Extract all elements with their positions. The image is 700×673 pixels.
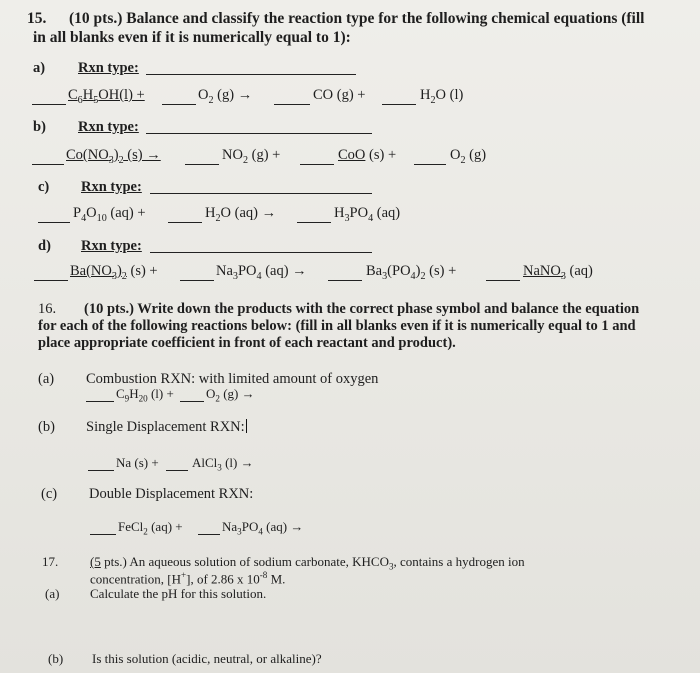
q15-part-c-rxn-type-field[interactable] [150, 193, 372, 194]
q17-line1: (5 pts.) An aqueous solution of sodium carbonate, $KHCO_3$, contains a hydrogen ion [90, 554, 525, 572]
q15-a-coef-1[interactable] [32, 104, 66, 105]
q16-part-a-title: Combustion RXN: with limited amount of oxygen [86, 371, 379, 387]
q16-part-a-letter: (a) [38, 371, 55, 387]
q15-c-term-1: $P_4O_{10}$ (aq) + [73, 205, 146, 224]
q15-b-coef-3[interactable] [300, 164, 334, 165]
q17-number: 17. [42, 554, 59, 569]
q15-a-coef-2[interactable] [162, 104, 196, 105]
q15-a-term-1: $C_6H_5OH(l)$ + [68, 87, 145, 106]
q16-b-term-1: Na (s) + [116, 455, 159, 470]
q15-b-coef-4[interactable] [414, 164, 446, 165]
q16-b-coef-2[interactable] [166, 470, 188, 471]
q17-part-b-letter: (b) [48, 651, 64, 666]
q15-c-coef-1[interactable] [38, 222, 70, 223]
q15-b-term-3: CoO (s) + [338, 147, 397, 163]
q17-part-b-text: Is this solution (acidic, neutral, or alkaline)? [92, 651, 322, 666]
q17-line2: concentration, [H+], of 2.86 x $10^{-8}$ M. [90, 570, 286, 587]
q15-c-coef-2[interactable] [168, 222, 202, 223]
q15-part-b-rxn-type-field[interactable] [146, 133, 372, 134]
q15-b-coef-1[interactable] [32, 164, 64, 165]
q16-c-term-1: FeCl$_2$ (aq) + [118, 519, 183, 537]
q15-part-d-rxn-type-field[interactable] [150, 252, 372, 253]
q15-d-coef-2[interactable] [180, 280, 214, 281]
q15-part-c-letter: c) [38, 179, 50, 195]
q16-header-line2: for each of the following reactions below: (fill in all blanks even if it is numerically equal to 1 and [38, 318, 636, 334]
q15-a-term-4: $H_2O$ (l) [420, 87, 464, 106]
q17-part-a-letter: (a) [45, 586, 60, 601]
q15-c-term-3: $H_3PO_4$ (aq) [334, 205, 401, 224]
q16-c-coef-2[interactable] [198, 534, 220, 535]
q15-a-term-3: CO (g) + [313, 87, 366, 103]
q15-number: 15. [27, 10, 47, 27]
q15-d-term-3: $Ba_3(PO_4)_2$ (s) + [366, 263, 457, 282]
q15-d-term-2: $Na_3PO_4$ (aq) → [216, 263, 307, 282]
q15-header-line1: (10 pts.) Balance and classify the reaction type for the following chemical equations (fill [69, 10, 645, 27]
text-cursor [246, 419, 247, 433]
q15-part-c-rxn-label: Rxn type: [81, 179, 142, 195]
q15-header-line2: in all blanks even if it is numerically equal to 1): [33, 29, 351, 46]
q16-a-coef-2[interactable] [180, 401, 204, 402]
q15-b-term-4: $O_2$ (g) [450, 147, 487, 166]
q15-a-term-2: $O_2$ (g) → [198, 87, 253, 106]
q16-c-term-2: $Na_3PO_4$ (aq) → [222, 519, 304, 537]
q15-d-term-1: $Ba(NO_3)_2$ (s) + [70, 263, 158, 282]
q16-number: 16. [38, 301, 57, 317]
q15-part-a-letter: a) [33, 60, 46, 76]
q15-part-a-rxn-type-field[interactable] [146, 74, 356, 75]
q15-part-b-letter: b) [33, 119, 46, 135]
q16-a-coef-1[interactable] [86, 401, 114, 402]
q15-b-term-2: $NO_2$ (g) + [222, 147, 281, 166]
q15-a-coef-4[interactable] [382, 104, 416, 105]
q15-a-coef-3[interactable] [274, 104, 310, 105]
q15-d-term-4: NaNO$_3$ (aq) [523, 263, 593, 282]
q15-part-b-rxn-label: Rxn type: [78, 119, 139, 135]
q17-part-a-text: Calculate the pH for this solution. [90, 586, 267, 601]
q15-part-d-rxn-label: Rxn type: [81, 238, 142, 254]
q16-b-coef-1[interactable] [88, 470, 114, 471]
q16-a-term-2: $O_2$ (g) → [206, 386, 255, 404]
q16-c-coef-1[interactable] [90, 534, 116, 535]
q15-b-term-1: $Co(NO_3)_2$ (s) → [66, 147, 161, 166]
q16-part-b-letter: (b) [38, 419, 55, 435]
q16-b-term-2: AlCl$_3$ (l) → [192, 455, 254, 473]
q15-c-term-2: $H_2O$ (aq) → [205, 205, 277, 224]
q16-part-b-title: Single Displacement RXN: [86, 419, 245, 435]
q16-part-c-title: Double Displacement RXN: [89, 486, 254, 502]
q15-d-coef-1[interactable] [34, 280, 68, 281]
q16-header-line3: place appropriate coefficient in front of each reactant and product). [38, 335, 456, 351]
q16-part-c-letter: (c) [41, 486, 58, 502]
q15-part-d-letter: d) [38, 238, 51, 254]
q15-d-coef-3[interactable] [328, 280, 362, 281]
q16-a-term-1: $C_9H_{20}$ (l) + [116, 386, 174, 404]
q16-header-line1: (10 pts.) Write down the products with the correct phase symbol and balance the equation [84, 301, 640, 317]
q15-c-coef-3[interactable] [297, 222, 331, 223]
q15-b-coef-2[interactable] [185, 164, 219, 165]
q15-part-a-rxn-label: Rxn type: [78, 60, 139, 76]
q15-d-coef-4[interactable] [486, 280, 520, 281]
